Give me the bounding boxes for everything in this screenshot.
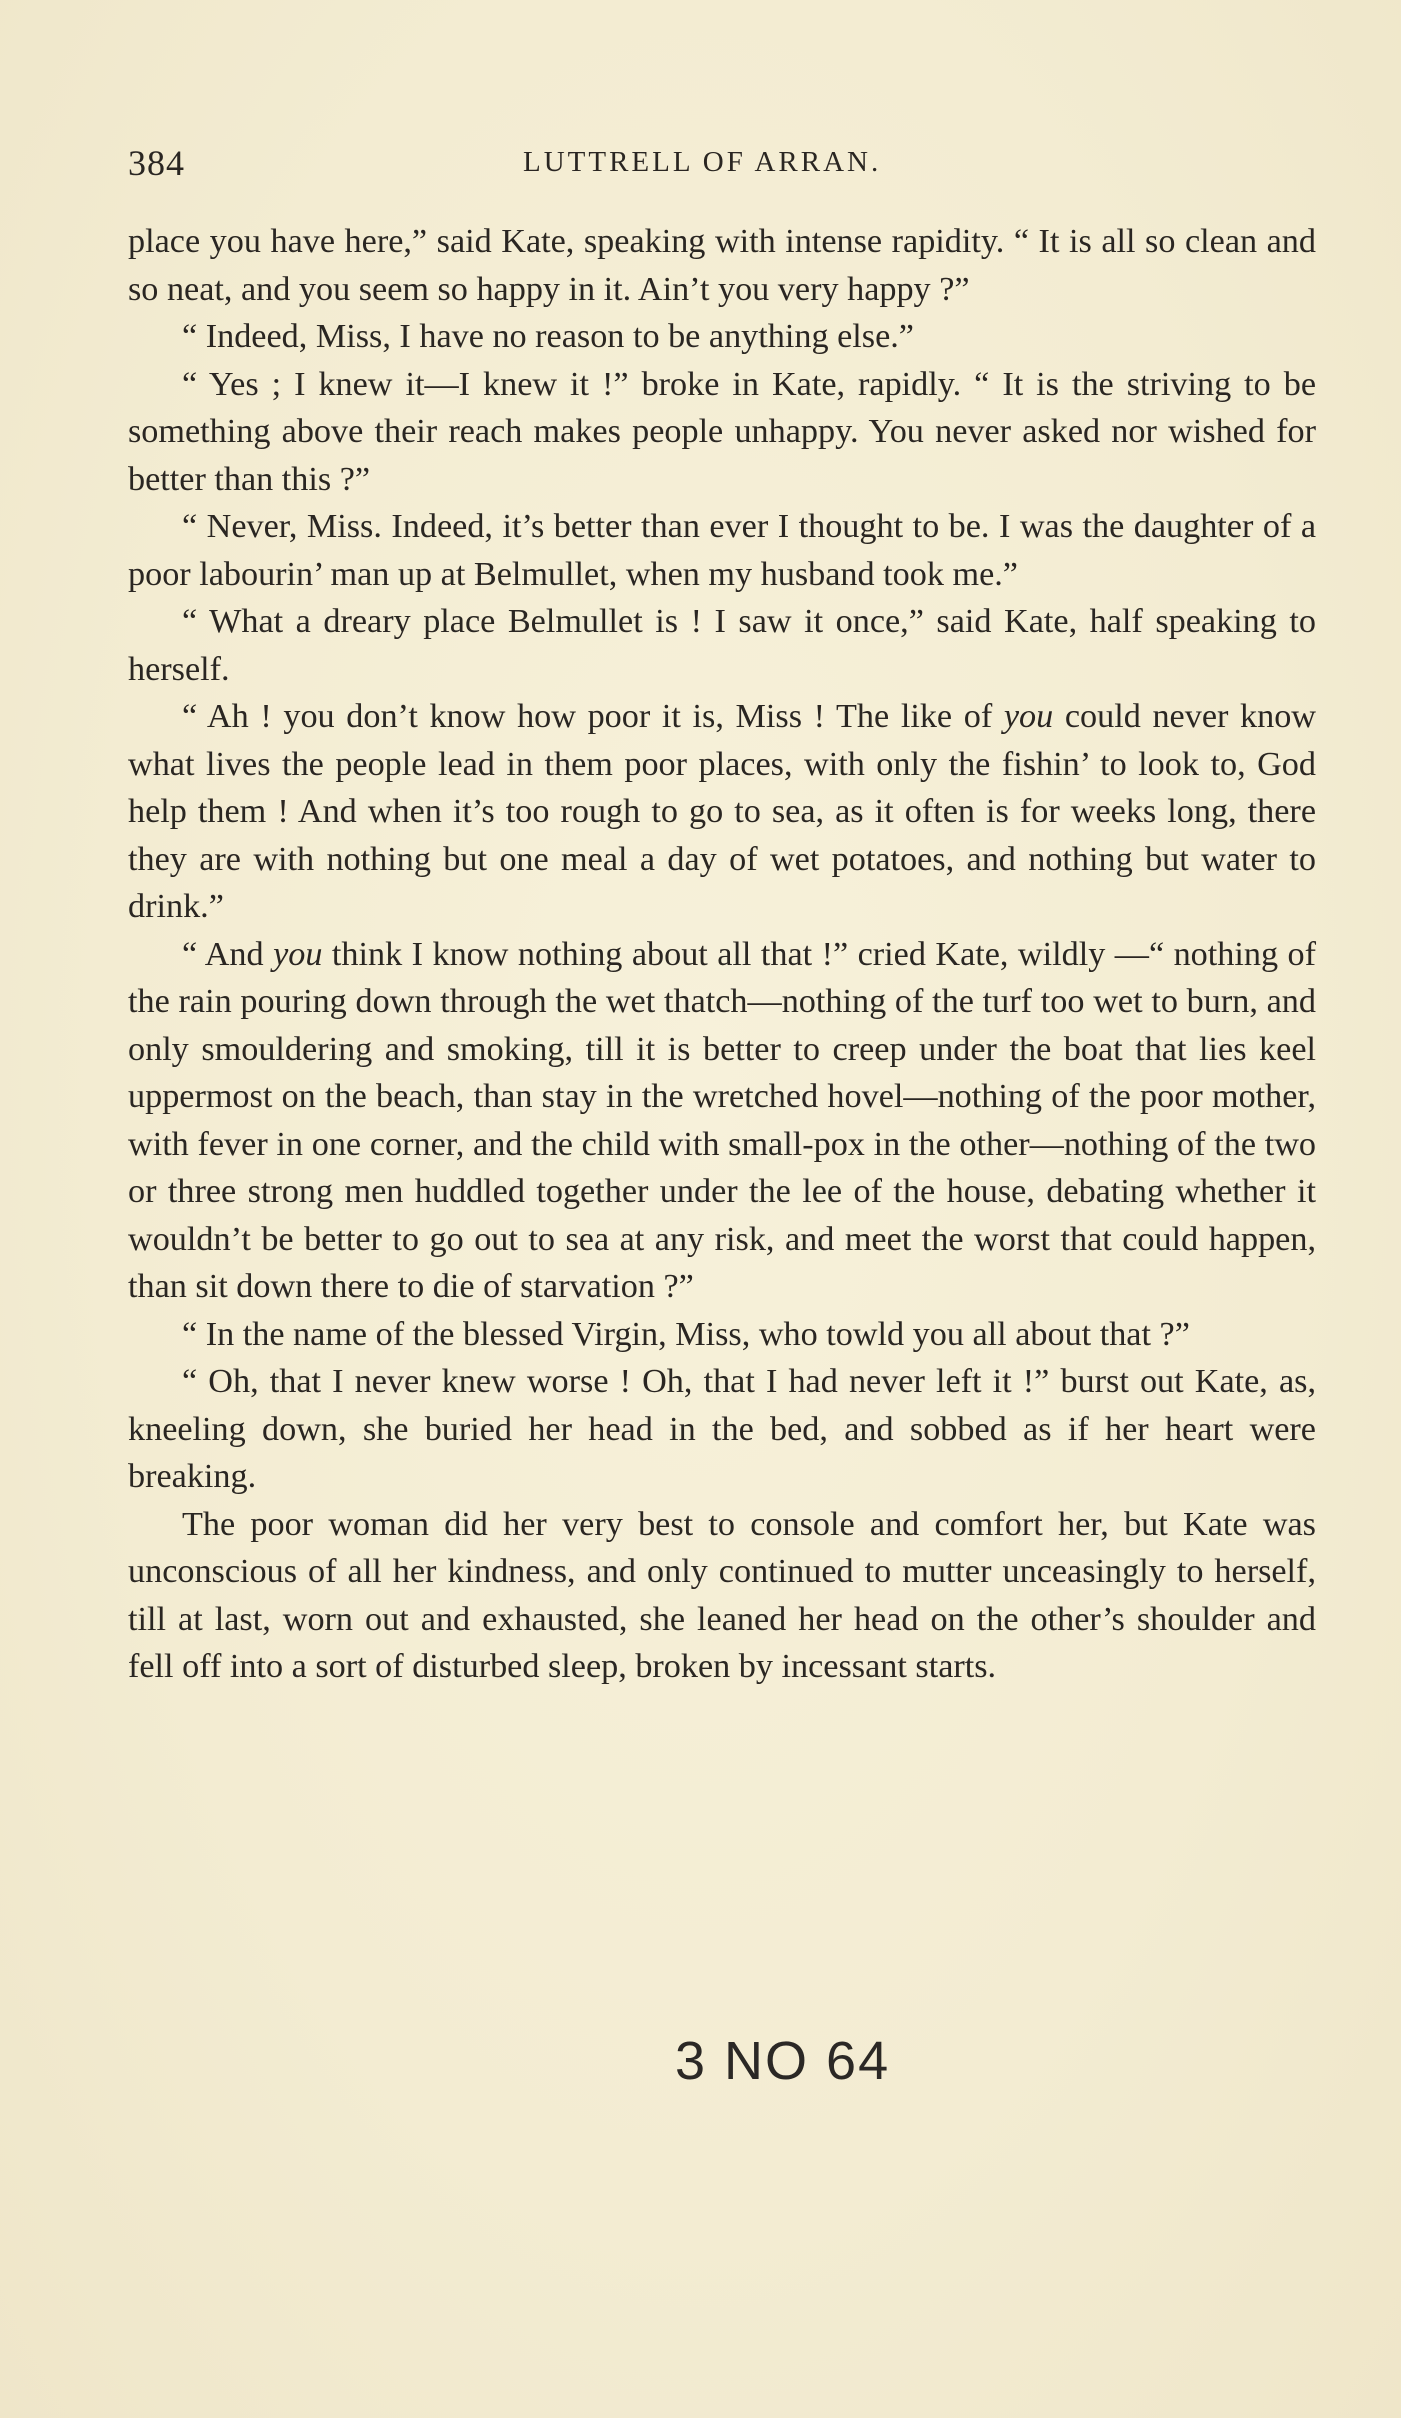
running-head: LUTTRELL OF ARRAN. — [523, 146, 882, 178]
paragraph — [128, 693, 1316, 931]
italic-emphasis: you — [1003, 698, 1054, 735]
paragraph: “ Never, Miss. Indeed, it’s better than ever I thought to be. I was the daughter of a poor labourin’ man up at Belmullet, when my husband took me.” — [128, 508, 1316, 593]
paragraph: “ Indeed, Miss, I have no reason to be anything else.” — [182, 318, 914, 355]
italic-emphasis: you — [273, 935, 323, 973]
paragraph-text: “ And — [182, 935, 274, 973]
paragraph: “ Yes ; I knew it—I knew it !” broke in Kate, rapidly. “ It is the striving to be something above their reach makes people unhappy. You never asked nor wished for better than this ?” — [128, 365, 1316, 498]
paragraph-text: “ Ah ! you don’t know how poor it is, Miss ! The like of — [182, 698, 1004, 735]
paragraph-text: think I know nothing about all that !” cried Kate, wildly —“ nothing of the rain pouring down through the wet thatch—nothing of the turf too wet to burn, and only smouldering and smoking, till it is better to creep under the boat that lies keel uppermost on the beach, than stay in the wretched hovel—nothing of the poor mother, with fever in one corner, and the child with small-pox in the other—nothing of the two or three strong men huddled together under the lee of the house, debating whether it wouldn’t be better to go out to sea at any risk, and meet the worst that could happen, than sit down there to die of starvation ?” — [128, 935, 1316, 1305]
paragraph: “ Oh, that I never knew worse ! Oh, that I had never left it !” burst out Kate, as, kneeling down, she buried her head in the bed, and sobbed as if her heart were breaking. — [128, 1363, 1316, 1495]
paragraph: “ What a dreary place Belmullet is ! I saw it once,” said Kate, half speaking to herself. — [128, 603, 1316, 688]
body-text — [128, 218, 1316, 1691]
paragraph: place you have here,” said Kate, speaking with intense rapidity. “ It is all so clean and so neat, and you seem so happy in it. Ain’t you very happy ?” — [128, 223, 1316, 308]
paragraph: The poor woman did her very best to console and comfort her, but Kate was unconscious of all her kindness, and only continued to mutter unceasingly to herself, till at last, worn out and exhausted, she leaned her head on the other’s shoulder and fell off into a sort of disturbed sleep, broken by incessant starts. — [128, 1505, 1316, 1685]
paragraph — [128, 931, 1316, 1311]
signature-mark: 3 NO 64 — [675, 2031, 891, 2091]
paragraph-text: could never know what lives the people lead in them poor places, with only the fishin’ to look to, God help them ! And when it’s too rough to go to sea, as it often is for weeks long, there they are with nothing but one meal a day of wet potatoes, and nothing but water to drink.” — [128, 698, 1316, 925]
paragraph: “ In the name of the blessed Virgin, Miss, who towld you all about that ?” — [182, 1315, 1190, 1353]
page-number: 384 — [128, 143, 185, 183]
page-header — [128, 142, 1328, 190]
